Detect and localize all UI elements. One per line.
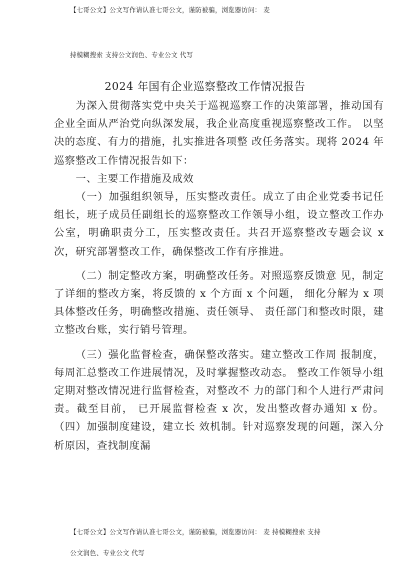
measure-paragraph-3: （三）强化监督检查，确保整改落实。建立整改工作周 报制度，每周汇总整改工作进展情况，及时掌握整改动态。 整改工作领导小组定期对整改情况进行监督检查，对整改不 力的部门和个人进行严肃问责。截至目前， 已开展监督检查 x 次，发出整改督办通知 x 份。（四）加强制度建设，建立长 效机制。针对巡察发现的问题，深入分析原因，查找制度漏 xyxy=(54,348,384,452)
measure-paragraph-1: （一）加强组织领导，压实整改责任。成立了由企业党委书记任组长，班子成员任副组长的巡察整改工作领导小组，设立整改工作办公室，明确职责分工，压实整改责任。共召开巡察整改专题会议 x 次，研究部署整改工作，确保整改工作有序推进。 xyxy=(54,191,384,258)
footer-watermark-line-1: 【七哥公文】公文写作请认准七哥公文，谨防被骗，浏览器访问： 麦 持模糊搜索 支持 xyxy=(70,528,321,536)
section-heading: 一、主要工作措施及成效 xyxy=(75,172,194,185)
footer-watermark-line-2: 公文润色、专业公文 代写 xyxy=(70,549,145,557)
measure-paragraph-2: （二）制定整改方案，明确整改任务。对照巡察反馈意 见，制定了详细的整改方案，将反馈的 x 个方面 x 个问题， 细化分解为 x 项具体整改任务，明确整改措施、责任领导、 责任部门和整改时限，建立整改台账，实行销号管理。 xyxy=(54,269,384,337)
document-body xyxy=(54,97,384,455)
document-title: 2024 年国有企业巡察整改工作情况报告 xyxy=(104,80,306,93)
header-watermark-line-1: 【七哥公文】公文写作请认准七哥公文，谨防被骗，浏览器访问： 麦 xyxy=(70,6,270,14)
intro-paragraph: 为深入贯彻落实党中央关于巡视巡察工作的决策部署，推动国有企业全面从严治党向纵深发展，我企业高度重视巡察整改工作。 以坚决的态度、有力的措施，扎实推进各项整 改任务落实。现将 2024 年巡察整改工作情况报告如下： xyxy=(54,100,384,167)
header-watermark-line-2: 持模糊搜索 支持公文润色、专业公文 代写 xyxy=(70,51,194,59)
